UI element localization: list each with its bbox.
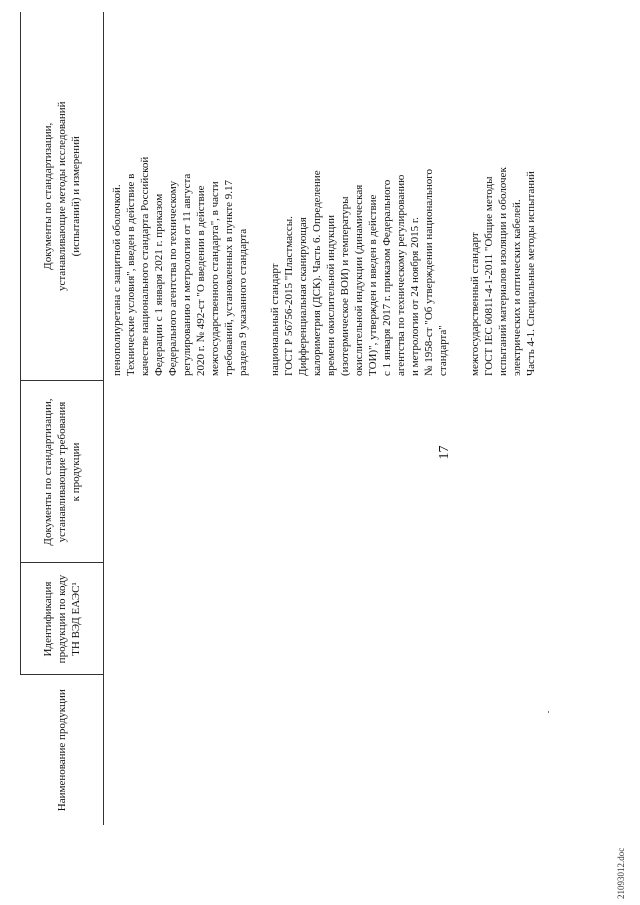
header-test-method-documents	[21, 12, 104, 381]
entry-line: регулированию и метрологии от 11 августа	[181, 173, 193, 376]
entry-line: раздела 9 указанного стандарта	[237, 228, 249, 376]
entry-line: Федерации с 1 января 2021 г. приказом	[153, 193, 165, 376]
standard-entry	[268, 17, 450, 376]
table-body-row	[104, 12, 557, 825]
entry-line: Технические условия", введен в действие в	[125, 173, 137, 376]
file-name: 21093012.doc	[616, 847, 626, 899]
entry-line: пенополиуретана с защитной оболочкой.	[111, 184, 123, 376]
standards-table	[20, 12, 556, 825]
entry-line: агентства по техническому регулированию	[395, 174, 407, 376]
header-line: (испытаний) и измерений	[70, 136, 82, 257]
entry-line: электрических и оптических кабелей.	[511, 199, 523, 376]
entry-line: калориметрия (ДСК). Часть 6. Определение	[311, 170, 323, 376]
entry-line: ТОИ)", утвержден и введен в действие	[367, 194, 379, 376]
header-line: устанавливающие требования	[56, 401, 68, 543]
standard-entry	[468, 17, 538, 376]
entry-line: Федерального агентства по техническому	[167, 180, 179, 376]
entry-line: 2020 г. № 492-ст "О введении в действие	[195, 185, 207, 376]
entry-line: Дифференциальная сканирующая	[297, 217, 309, 376]
cell-requirement-documents	[104, 381, 557, 563]
entry-line: требований, установленных в пункте 9.17	[223, 179, 235, 376]
entry-line: с 1 января 2017 г. приказом Федерального	[381, 179, 393, 376]
entry-line: № 1958-ст "Об утверждении национального	[423, 169, 435, 376]
header-line: к продукции	[70, 442, 82, 502]
entry-line: межгосударственный стандарт	[469, 232, 481, 376]
entry-line: Часть 4-1. Специальные методы испытаний	[525, 171, 537, 376]
entry-line: межгосударственного стандарта", в части	[209, 181, 221, 376]
header-requirement-documents	[21, 381, 104, 563]
entry-line: ГОСТ IEC 60811-4-1-2011 "Общие методы	[483, 176, 495, 376]
header-product-name	[21, 675, 104, 825]
cell-product-name	[104, 675, 557, 825]
entry-line: времени окислительной индукции	[325, 214, 337, 376]
entry-line: качестве национального стандарта Российской	[139, 156, 151, 376]
entry-line: (изотермическое ВОИ) и температуры	[339, 196, 351, 376]
header-line: продукции по коду	[56, 574, 68, 664]
entry-line: испытаний материалов изоляции и оболочек	[497, 167, 509, 376]
table-header-row	[21, 12, 104, 825]
entry-line: национальный стандарт	[269, 263, 281, 376]
cell-tn-ved-code	[104, 563, 557, 675]
entry-line: окислительной индукции (динамическая	[353, 184, 365, 376]
standard-entry	[110, 17, 250, 376]
cell-test-method-documents	[104, 12, 557, 381]
header-line: Идентификация	[42, 581, 54, 657]
header-line: Документы по стандартизации,	[42, 398, 54, 546]
entry-line: ГОСТ Р 56756-2015 "Пластмассы.	[283, 216, 295, 376]
scan-speck	[548, 711, 549, 713]
header-line: устанавливающие методы исследований	[56, 101, 68, 292]
page-number: 17	[437, 445, 452, 460]
header-line: Документы по стандартизации,	[42, 122, 54, 270]
header-line: Наименование продукции	[55, 689, 68, 812]
entry-line: и метрологии от 24 ноября 2015 г.	[409, 217, 421, 376]
header-tn-ved-code	[21, 563, 104, 675]
header-line: ТН ВЭД ЕАЭС¹	[70, 582, 82, 656]
entry-line: стандарта"	[437, 325, 449, 376]
